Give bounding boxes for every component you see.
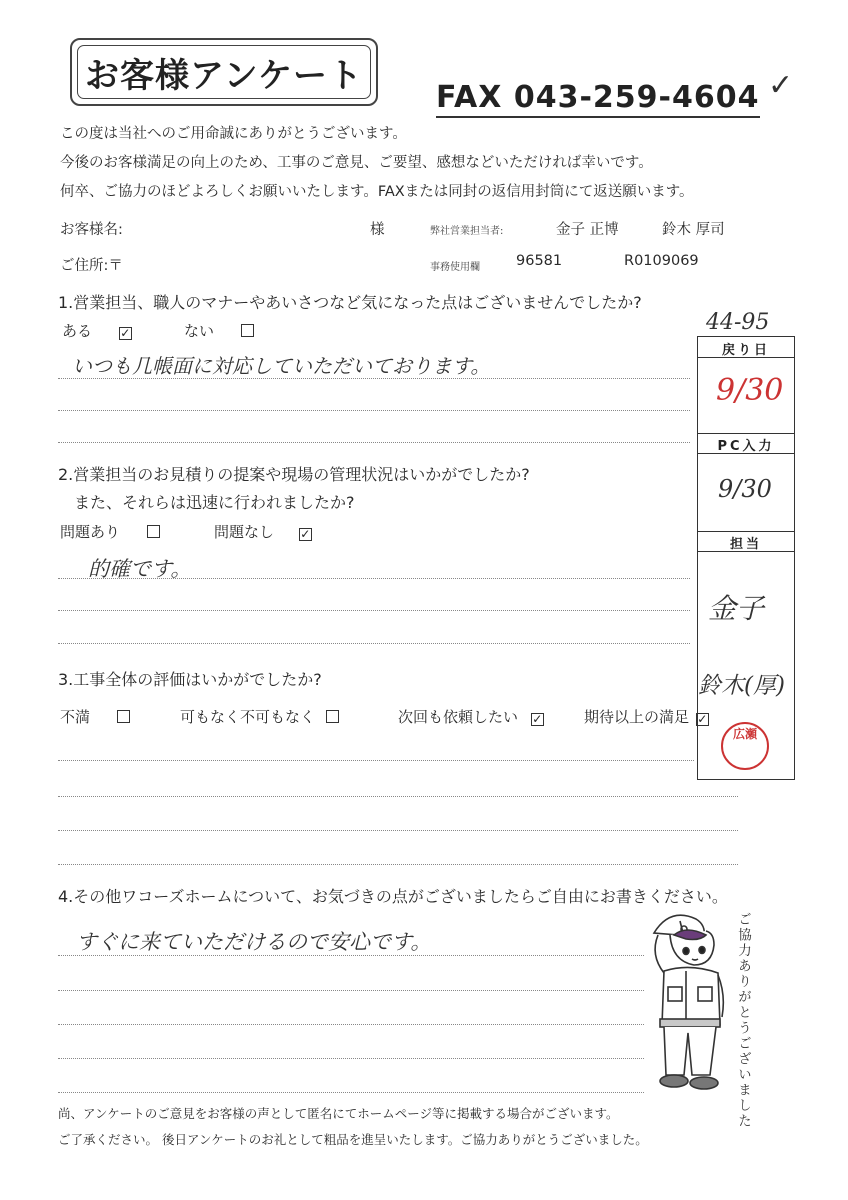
q3-option-2[interactable] (180, 706, 339, 727)
q3-option-4[interactable] (584, 706, 709, 727)
q2-option-noproblem-label: 問題なし (214, 523, 275, 541)
question-3: 3.工事全体の評価はいかがでしたか? (58, 670, 322, 689)
q2-problem-checkbox[interactable] (147, 525, 160, 538)
page-title: お客様アンケート (77, 45, 371, 99)
q3-option-3-label: 次回も依頼したい (398, 708, 519, 726)
answer-line (58, 643, 690, 644)
q3-checkbox-3[interactable]: ✓ (532, 712, 543, 726)
question-1: 1.営業担当、職人のマナーやあいさつなど気になった点はございませんでしたか? (58, 293, 642, 312)
answer-line (58, 796, 738, 797)
staff-name-2: 鈴木 厚司 (662, 222, 725, 238)
q3-checkbox-4[interactable]: ✓ (697, 712, 708, 726)
staff-signature: 金子 (708, 592, 765, 625)
answer-line (58, 760, 694, 761)
answer-line (58, 578, 690, 579)
q3-option-4-label: 期待以上の満足 (584, 708, 690, 726)
office-number-2: R0109069 (624, 253, 699, 269)
q1-option-no-label: ない (184, 322, 215, 340)
answer-line (58, 410, 690, 411)
intro-line-1: この度は当社へのご用命誠にありがとうございます。 (60, 126, 407, 142)
answer-line (58, 442, 690, 443)
side-code: 44-95 (706, 310, 770, 335)
staff-in-charge-label: 担当 (729, 537, 762, 552)
office-number-1: 96581 (516, 253, 563, 269)
q3-checkbox-1[interactable] (117, 710, 130, 723)
q1-option-yes[interactable] (62, 320, 132, 341)
q1-answer: いつも几帳面に対応していただいております。 (72, 354, 491, 378)
q4-answer: すぐに来ていただけるので安心です。 (76, 930, 432, 954)
honorific: 様 (370, 222, 385, 238)
q2-option-noproblem[interactable] (214, 521, 312, 542)
received-date-label: 戻り日 (721, 343, 770, 358)
thanks-vertical-text: ご協力ありがとうございました (735, 912, 751, 1129)
intro-line-2: 今後のお客様満足の向上のため、工事のご意見、ご要望、感想などいただければ幸いです。 (60, 155, 653, 171)
worker-mascot-icon (640, 905, 732, 1095)
answer-line (58, 955, 644, 956)
footer-line-1: 尚、アンケートのご意見をお客様の声として匿名にてホームページ等に掲載する場合がございます。 (58, 1106, 619, 1121)
question-2: 2.営業担当のお見積りの提案や現場の管理状況はいかがでしたか? (58, 465, 530, 484)
answer-line (58, 1092, 644, 1093)
answer-line (58, 864, 738, 865)
q3-option-3[interactable] (398, 706, 544, 727)
q1-no-checkbox[interactable] (241, 324, 254, 337)
q3-option-2-label: 可もなく不可もなく (180, 708, 316, 726)
fax-number: FAX 043-259-4604 (436, 80, 760, 118)
footer-line-2: ご了承ください。 後日アンケートのお礼として粗品を進呈いたします。ご協力ありがとうございました。 (58, 1132, 648, 1147)
received-date: 9/30 (716, 373, 784, 408)
q3-option-1[interactable] (60, 706, 130, 727)
stamp-divider (698, 453, 794, 454)
question-4: 4.その他ワコーズホームについて、お気づきの点がございましたらご自由にお書きください。 (58, 887, 728, 906)
answer-line (58, 830, 738, 831)
q1-option-yes-label: ある (62, 322, 93, 340)
q3-checkbox-2[interactable] (326, 710, 339, 723)
q1-option-no[interactable] (184, 320, 254, 341)
staff-label: 弊社営業担当者: (430, 226, 504, 237)
q2-noproblem-checkbox[interactable]: ✓ (300, 527, 311, 541)
pc-input-label: PC入力 (717, 439, 775, 454)
question-2-sub: また、それらは迅速に行われましたか? (74, 493, 355, 512)
office-use-label: 事務使用欄 (430, 262, 480, 273)
q1-yes-checkbox[interactable]: ✓ (120, 326, 131, 340)
stamp-divider (698, 551, 794, 552)
stamp-divider (698, 433, 794, 434)
intro-line-3: 何卒、ご協力のほどよろしくお願いいたします。FAXまたは同封の返信用封筒にて返送願います。 (60, 184, 694, 200)
q2-option-problem-label: 問題あり (60, 523, 121, 541)
q2-answer: 的確です。 (88, 557, 192, 581)
answer-line (58, 610, 690, 611)
pc-input-date: 9/30 (718, 475, 772, 503)
answer-line (58, 1058, 644, 1059)
answer-line (58, 1024, 644, 1025)
staff-name-1: 金子 正博 (556, 222, 619, 238)
stamp-divider (698, 357, 794, 358)
check-mark-icon: ✓ (768, 68, 794, 103)
stamp-divider (698, 531, 794, 532)
office-stamp-table (697, 336, 795, 780)
customer-name-label: お客様名: (60, 222, 123, 238)
hanko-seal-icon: 広瀬 (721, 722, 769, 770)
q3-option-1-label: 不満 (60, 708, 91, 726)
answer-line (58, 990, 644, 991)
q2-option-problem[interactable] (60, 521, 160, 542)
address-label: ご住所:〒 (60, 258, 123, 274)
answer-line (58, 378, 690, 379)
staff-signature-2: 鈴木(厚) (698, 673, 785, 699)
